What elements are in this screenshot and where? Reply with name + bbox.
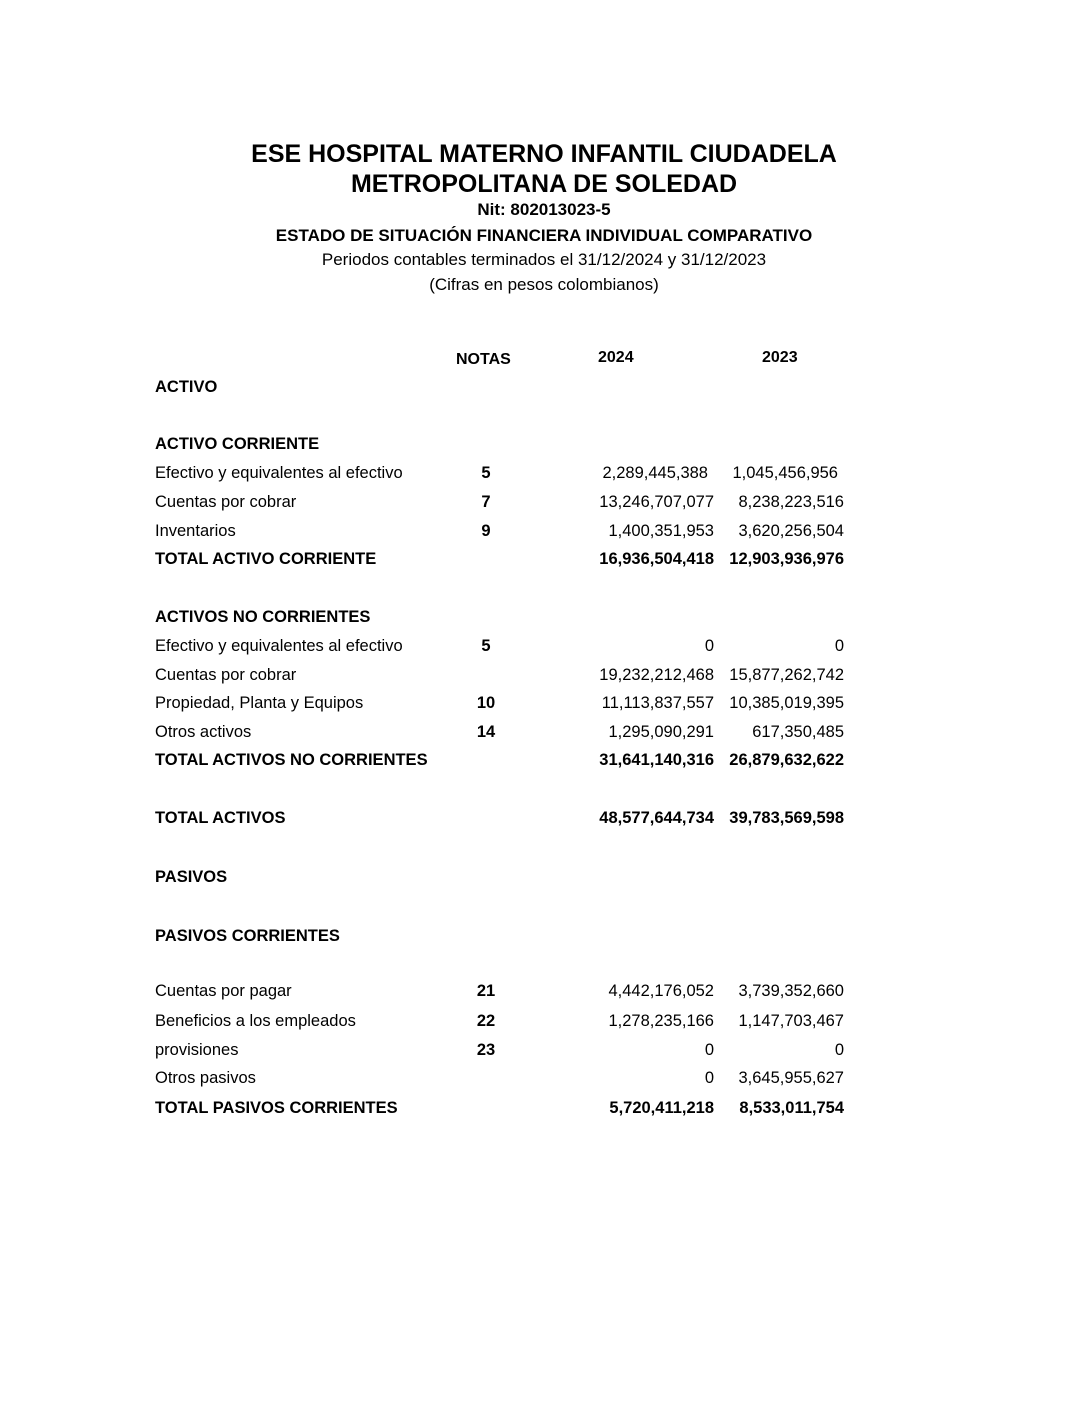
row-label: Cuentas por cobrar xyxy=(155,666,297,684)
row-value-2024: 2,289,445,388 xyxy=(602,464,708,482)
table-row xyxy=(0,694,1088,718)
row-value-2024: 1,295,090,291 xyxy=(608,723,714,741)
row-value-2024: 1,278,235,166 xyxy=(608,1012,714,1030)
row-nota: 7 xyxy=(481,493,491,511)
row-label: ACTIVO CORRIENTE xyxy=(155,435,320,453)
row-value-2024: 11,113,837,557 xyxy=(601,694,714,712)
row-label: TOTAL ACTIVO CORRIENTE xyxy=(155,550,377,568)
total-row xyxy=(0,809,1088,833)
table-row xyxy=(0,1041,1088,1065)
table-row xyxy=(0,493,1088,517)
row-label: PASIVOS CORRIENTES xyxy=(155,927,340,945)
row-value-2024: 0 xyxy=(704,1041,714,1059)
table-row xyxy=(0,464,1088,488)
row-value-2023: 8,238,223,516 xyxy=(738,493,844,511)
total-row xyxy=(0,751,1088,775)
row-value-2023: 1,147,703,467 xyxy=(738,1012,844,1030)
entity-nit: Nit: 802013023-5 xyxy=(477,200,611,219)
row-value-2024: 19,232,212,468 xyxy=(599,666,714,684)
row-nota: 5 xyxy=(481,637,491,655)
table-row xyxy=(0,666,1088,690)
entity-name-line2: METROPOLITANA DE SOLEDAD xyxy=(350,170,738,198)
row-value-2023: 1,045,456,956 xyxy=(732,464,838,482)
section-activos-no-corrientes xyxy=(0,608,1088,632)
table-row xyxy=(0,1069,1088,1093)
row-value-2024: 1,400,351,953 xyxy=(608,522,714,540)
row-value-2023: 0 xyxy=(834,1041,844,1059)
row-value-2023: 26,879,632,622 xyxy=(729,751,844,769)
row-value-2023: 10,385,019,395 xyxy=(729,694,844,712)
row-nota: 10 xyxy=(476,694,496,712)
row-label: Efectivo y equivalentes al efectivo xyxy=(155,637,403,655)
row-value-2023: 3,645,955,627 xyxy=(738,1069,844,1087)
row-value-2023: 3,620,256,504 xyxy=(738,522,844,540)
row-label: TOTAL PASIVOS CORRIENTES xyxy=(155,1099,398,1117)
row-label: Cuentas por cobrar xyxy=(155,493,297,511)
table-row xyxy=(0,723,1088,747)
table-row xyxy=(0,982,1088,1006)
section-activo xyxy=(0,378,1088,402)
row-label: Otros pasivos xyxy=(155,1069,256,1087)
row-value-2024: 13,246,707,077 xyxy=(599,493,714,511)
row-value-2024: 0 xyxy=(704,637,714,655)
column-header-2024: 2024 xyxy=(598,349,634,366)
row-label: Beneficios a los empleados xyxy=(155,1012,356,1030)
row-value-2024: 48,577,644,734 xyxy=(599,809,714,827)
row-label: TOTAL ACTIVOS xyxy=(155,809,286,827)
row-label: provisiones xyxy=(155,1041,239,1059)
row-value-2024: 0 xyxy=(704,1069,714,1087)
row-label: PASIVOS xyxy=(155,868,228,886)
row-value-2024: 16,936,504,418 xyxy=(599,550,714,568)
statement-title: ESTADO DE SITUACIÓN FINANCIERA INDIVIDUAL COMPARATIVO xyxy=(275,226,813,245)
total-row xyxy=(0,1099,1088,1123)
row-nota: 14 xyxy=(476,723,496,741)
column-header-notas: NOTAS xyxy=(456,351,511,368)
table-row xyxy=(0,637,1088,661)
row-value-2023: 0 xyxy=(834,637,844,655)
currency-note: (Cifras en pesos colombianos) xyxy=(429,275,659,294)
row-value-2023: 3,739,352,660 xyxy=(738,982,844,1000)
row-label: Cuentas por pagar xyxy=(155,982,292,1000)
row-nota: 9 xyxy=(481,522,491,540)
row-label: Propiedad, Planta y Equipos xyxy=(155,694,364,712)
section-pasivos xyxy=(0,868,1088,892)
statement-period: Periodos contables terminados el 31/12/2024 y 31/12/2023 xyxy=(321,250,767,269)
row-label: Efectivo y equivalentes al efectivo xyxy=(155,464,403,482)
row-label: Inventarios xyxy=(155,522,236,540)
row-nota: 23 xyxy=(476,1041,496,1059)
row-value-2023: 617,350,485 xyxy=(752,723,844,741)
row-nota: 22 xyxy=(476,1012,496,1030)
table-row xyxy=(0,1012,1088,1036)
row-label: ACTIVOS NO CORRIENTES xyxy=(155,608,371,626)
column-header-2023: 2023 xyxy=(762,349,798,366)
entity-name-line1: ESE HOSPITAL MATERNO INFANTIL CIUDADELA xyxy=(251,140,837,168)
row-nota: 21 xyxy=(476,982,496,1000)
total-row xyxy=(0,550,1088,574)
row-label: TOTAL ACTIVOS NO CORRIENTES xyxy=(155,751,428,769)
table-row xyxy=(0,522,1088,546)
row-value-2023: 15,877,262,742 xyxy=(729,666,844,684)
section-activo-corriente xyxy=(0,435,1088,459)
row-label: Otros activos xyxy=(155,723,252,741)
section-pasivos-corrientes xyxy=(0,927,1088,951)
row-value-2023: 12,903,936,976 xyxy=(729,550,844,568)
row-value-2024: 5,720,411,218 xyxy=(609,1099,714,1117)
row-value-2024: 4,442,176,052 xyxy=(608,982,714,1000)
row-value-2023: 8,533,011,754 xyxy=(739,1099,844,1117)
row-nota: 5 xyxy=(481,464,491,482)
row-value-2023: 39,783,569,598 xyxy=(729,809,844,827)
row-label: ACTIVO xyxy=(155,378,218,396)
row-value-2024: 31,641,140,316 xyxy=(599,751,714,769)
